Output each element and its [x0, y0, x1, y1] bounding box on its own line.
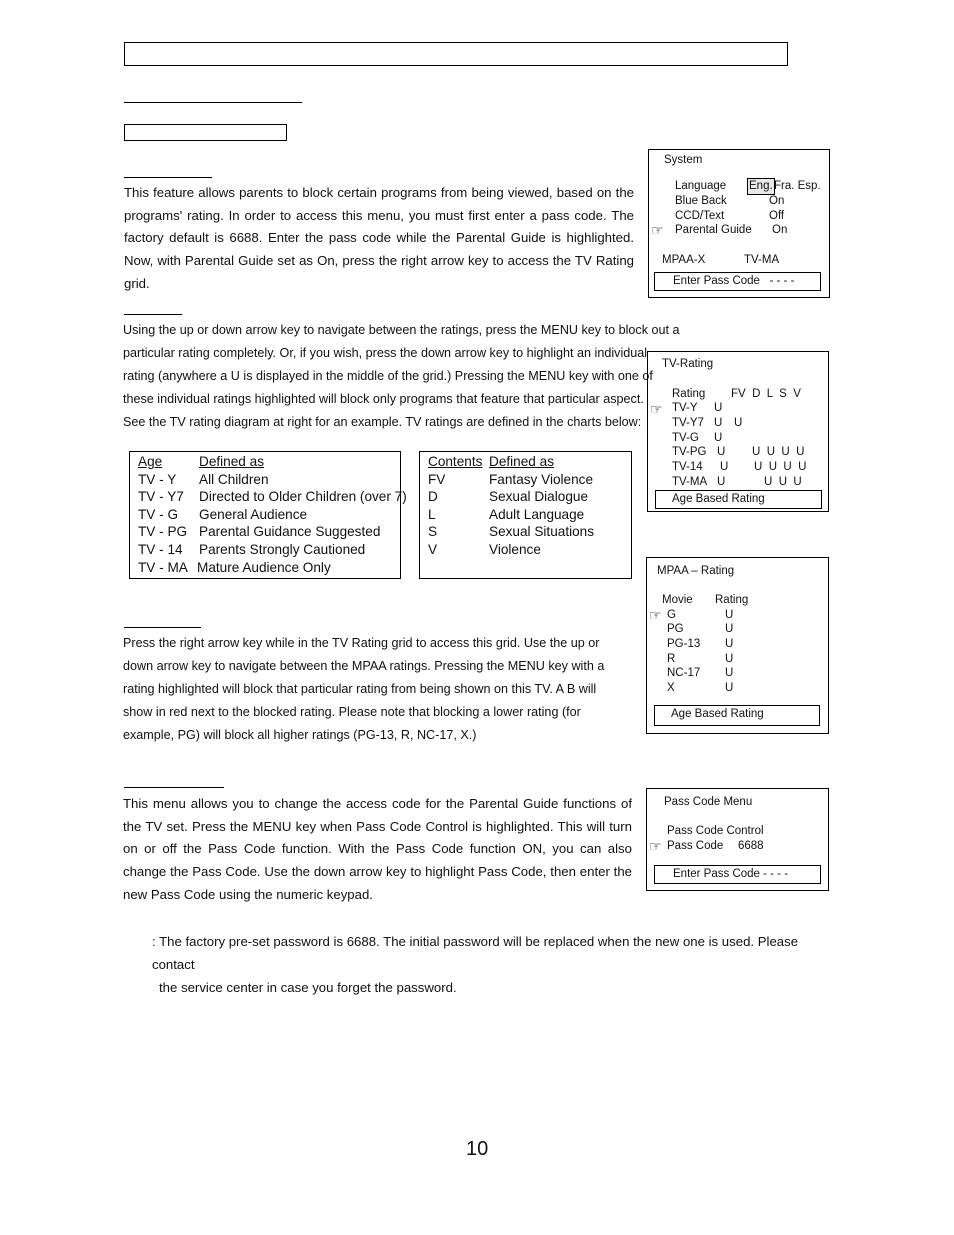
- mpaa-paragraph: [123, 632, 623, 747]
- contents-definition: Sexual Situations: [489, 524, 595, 540]
- tv-rating-screen: [647, 351, 829, 512]
- age-rating-table: [129, 451, 407, 579]
- mpaa-row-label[interactable]: NC-17: [667, 667, 701, 679]
- subsection-box: [124, 124, 287, 141]
- contents-column-header: FV D L S V: [731, 388, 801, 400]
- pass-code-value: 6688: [738, 840, 764, 852]
- heading-rule-tv-rating: [124, 314, 182, 315]
- contents-definition: Sexual Dialogue: [489, 489, 588, 505]
- tv-rating-row-label[interactable]: TV-G: [672, 432, 699, 444]
- movie-column-header: Movie: [662, 594, 693, 606]
- mpaa-status: MPAA-X: [662, 254, 706, 266]
- tv-para-line: rating (anywhere a U is displayed in the middle of the grid.) Pressing the MENU key with one of: [123, 369, 653, 383]
- contents-code: D: [428, 489, 438, 505]
- age-definition: General Audience: [199, 506, 308, 522]
- age-code: TV - 14: [138, 541, 183, 557]
- contents-code: S: [428, 524, 438, 540]
- tv-para-line: particular rating completely. Or, if you wish, press the down arrow key to highlight an individual: [123, 346, 648, 360]
- contents-defined-header: Defined as: [489, 454, 554, 469]
- age-definition: All Children: [199, 471, 269, 487]
- mpaa-row-value[interactable]: U: [725, 623, 734, 635]
- blue-back-label: Blue Back: [675, 195, 727, 207]
- age-code: TV - Y7: [138, 489, 184, 505]
- mpaa-row-value[interactable]: U: [725, 609, 734, 621]
- parental-guide-value[interactable]: On: [772, 224, 788, 236]
- tv-rating-row-label[interactable]: TV-Y7: [672, 417, 704, 429]
- pass-code-paragraph: This menu allows you to change the access code for the Parental Guide functions of the TV set. Press the MENU key when Pass Code Control is highlighted. This will turn on or off the Pass Code function. With the Pass Code function ON, you can also change the Pass Code. Use the down arrow key to highlight Pass Code, then enter the new Pass Code using the numeric keypad.: [123, 796, 632, 902]
- pointing-hand-icon: ☞: [649, 838, 662, 854]
- mpaa-row-label[interactable]: R: [667, 653, 676, 665]
- tv-rating-row-label[interactable]: TV-Y: [672, 402, 698, 414]
- age-code: TV - MA: [138, 559, 188, 575]
- tv-para-line: See the TV rating diagram at right for an example. TV ratings are defined in the charts below:: [123, 415, 642, 429]
- tv-rating-content-cells[interactable]: U U U U: [754, 461, 807, 473]
- contents-code: L: [428, 506, 436, 522]
- mpaa-row-value[interactable]: U: [725, 682, 734, 694]
- tv-para-line: these individual ratings highlighted will block only programs that feature that particular aspect.: [123, 392, 644, 406]
- contents-header: Contents: [428, 454, 483, 469]
- mpaa-row-value[interactable]: U: [725, 653, 734, 665]
- pass-code-menu-screen: [646, 788, 829, 891]
- page-number: 10: [466, 1138, 489, 1160]
- age-code: TV - Y: [138, 471, 177, 487]
- blue-back-value: On: [769, 195, 785, 207]
- contents-rating-table: [419, 451, 632, 579]
- mpaa-para-line: example, PG) will block all higher ratings (PG-13, R, NC-17, X.): [123, 728, 477, 742]
- pass-code-menu-title: Pass Code Menu: [664, 796, 753, 808]
- mpaa-para-line: Press the right arrow key while in the TV Rating grid to access this grid. Use the up or: [123, 636, 600, 650]
- pointing-hand-icon: ☞: [650, 401, 663, 417]
- heading-rule-mpaa: [124, 627, 201, 628]
- note-line: : The factory pre-set password is 6688. The initial password will be replaced when the new one is used. Please contact: [152, 934, 799, 972]
- mpaa-rating-title: MPAA – Rating: [657, 565, 735, 577]
- mpaa-row-label[interactable]: PG: [667, 623, 684, 635]
- tv-rating-age-cell[interactable]: U: [714, 402, 723, 414]
- contents-code: FV: [428, 471, 446, 487]
- rating-column-header: Rating: [715, 594, 749, 606]
- contents-definition: Violence: [489, 541, 541, 557]
- age-code: TV - G: [138, 506, 179, 522]
- system-menu-screen: [648, 149, 830, 298]
- enter-pass-code-box[interactable]: Enter Pass Code - - - -: [654, 865, 821, 884]
- ccd-text-label: CCD/Text: [675, 210, 725, 222]
- age-based-rating-box[interactable]: Age Based Rating: [655, 490, 822, 509]
- tv-rating-content-cells[interactable]: U U U: [764, 476, 802, 488]
- age-definition: Parental Guidance Suggested: [199, 524, 381, 540]
- pointing-hand-icon: ☞: [651, 222, 664, 238]
- tv-rating-paragraph: [123, 319, 693, 434]
- parental-guide-label[interactable]: Parental Guide: [675, 224, 752, 236]
- contents-definition: Fantasy Violence: [489, 471, 594, 487]
- tv-para-line: Using the up or down arrow key to navigate between the ratings, press the MENU key to block out a: [123, 323, 680, 337]
- age-defined-header: Defined as: [199, 454, 264, 469]
- contents-code: V: [428, 541, 438, 557]
- mpaa-row-label[interactable]: PG-13: [667, 638, 701, 650]
- tv-rating-age-cell[interactable]: U: [714, 417, 723, 429]
- tv-rating-age-cell[interactable]: U: [720, 461, 729, 473]
- ccd-text-value: Off: [769, 210, 785, 222]
- language-options[interactable]: Fra. Esp.: [774, 180, 821, 192]
- mpaa-para-line: down arrow key to navigate between the MPAA ratings. Pressing the MENU key with a: [123, 659, 605, 673]
- tv-rating-row-label[interactable]: TV-14: [672, 461, 703, 473]
- parental-guide-paragraph: This feature allows parents to block certain programs from being viewed, based on the programs' rating. In order to access this menu, you must first enter a pass code. The factory default is 6688. Enter the pass code while the Parental Guide is highlighted. Now, with Parental Guide set as On, press the right arrow key to access the TV Rating grid.: [124, 185, 634, 291]
- mpaa-row-label[interactable]: G: [667, 609, 676, 621]
- tv-status: TV-MA: [744, 254, 780, 266]
- pass-code-control-item[interactable]: Pass Code Control: [667, 825, 764, 837]
- age-header: Age: [138, 454, 163, 469]
- language-label: Language: [675, 180, 727, 192]
- tv-rating-row-label[interactable]: TV-PG: [672, 446, 707, 458]
- heading-rule-parental-guide: [124, 177, 212, 178]
- contents-definition: Adult Language: [489, 506, 585, 522]
- age-code: TV - PG: [138, 524, 188, 540]
- heading-rule-pass-code: [124, 787, 224, 788]
- tv-rating-title: TV-Rating: [662, 358, 714, 370]
- rating-column-header: Rating: [672, 388, 706, 400]
- system-menu-title: System: [664, 154, 703, 166]
- title-rule: [124, 102, 302, 103]
- tv-rating-age-cell[interactable]: U: [714, 432, 723, 444]
- mpaa-row-value[interactable]: U: [725, 638, 734, 650]
- tv-rating-age-cell[interactable]: U: [717, 446, 726, 458]
- tv-rating-row-label[interactable]: TV-MA: [672, 476, 708, 488]
- note-line: the service center in case you forget the password.: [159, 980, 457, 995]
- enter-pass-code-box[interactable]: Enter Pass Code - - - -: [654, 272, 821, 291]
- tv-rating-age-cell[interactable]: U: [717, 476, 726, 488]
- mpaa-row-value[interactable]: U: [725, 667, 734, 679]
- age-definition: Directed to Older Children (over 7): [199, 489, 407, 505]
- pass-code-item[interactable]: Pass Code: [667, 840, 724, 852]
- tv-rating-content-cells[interactable]: U: [734, 417, 743, 429]
- tv-rating-content-cells[interactable]: U U U U: [752, 446, 805, 458]
- pointing-hand-icon: ☞: [649, 607, 662, 623]
- mpaa-para-line: rating highlighted will block that particular rating from being shown on this TV. A B will: [123, 682, 597, 696]
- password-note: [152, 930, 832, 999]
- section-header-box: [124, 42, 788, 66]
- age-definition: Parents Strongly Cautioned: [199, 541, 366, 557]
- mpaa-rating-screen: [646, 557, 829, 734]
- mpaa-para-line: show in red next to the blocked rating. Please note that blocking a lower rating (for: [123, 705, 581, 719]
- age-definition: Mature Audience Only: [197, 559, 331, 575]
- age-based-rating-box[interactable]: Age Based Rating: [654, 705, 820, 726]
- mpaa-row-label[interactable]: X: [667, 682, 675, 694]
- language-selected[interactable]: Eng.: [747, 178, 775, 195]
